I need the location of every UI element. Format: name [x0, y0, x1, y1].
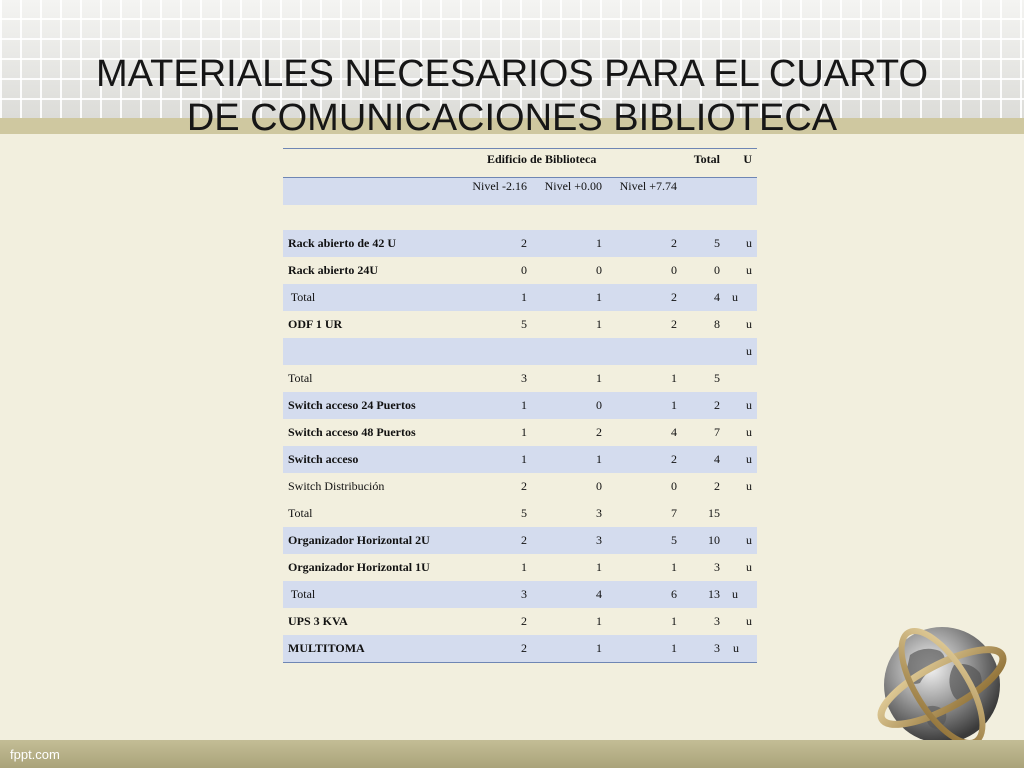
row-level-2: 3	[596, 533, 602, 547]
row-level-3: 0	[671, 263, 677, 277]
table-subheader-row	[283, 178, 757, 205]
row-total: 15	[708, 506, 720, 520]
row-level-1: 3	[521, 371, 527, 385]
row-name: Switch acceso	[288, 452, 359, 466]
row-level-2: 1	[596, 641, 602, 655]
row-name: Total	[288, 290, 316, 304]
row-level-2: 1	[596, 317, 602, 331]
row-unit: u	[746, 614, 752, 628]
row-level-1: 5	[521, 317, 527, 331]
row-level-1: 0	[521, 263, 527, 277]
row-level-3: 0	[671, 479, 677, 493]
slide-title	[40, 52, 984, 140]
row-total: 3	[714, 560, 720, 574]
row-total: 13	[708, 587, 720, 601]
header-unit: U	[743, 152, 752, 166]
row-name: Total	[288, 587, 316, 601]
row-unit: u	[732, 290, 738, 304]
header-level-1: Nivel -2.16	[472, 179, 527, 193]
row-level-1: 2	[521, 479, 527, 493]
row-unit: u	[746, 533, 752, 547]
table-row	[283, 635, 757, 662]
footer-band	[0, 740, 1024, 768]
row-level-3: 2	[671, 290, 677, 304]
row-level-3: 2	[671, 236, 677, 250]
table-row	[283, 446, 757, 473]
row-level-1: 1	[521, 398, 527, 412]
header-level-3: Nivel +7.74	[619, 179, 677, 193]
row-unit: u	[746, 344, 752, 358]
table-row	[283, 392, 757, 419]
row-level-2: 0	[596, 263, 602, 277]
table-row	[283, 365, 757, 392]
row-level-2: 1	[596, 371, 602, 385]
row-level-1: 1	[521, 290, 527, 304]
row-unit: u	[732, 587, 738, 601]
row-level-3: 6	[671, 587, 677, 601]
row-level-1: 1	[521, 452, 527, 466]
row-name: UPS 3 KVA	[288, 614, 348, 628]
row-level-1: 2	[521, 641, 527, 655]
row-level-2: 1	[596, 560, 602, 574]
header-level-2: Nivel +0.00	[544, 179, 602, 193]
row-total: 2	[714, 479, 720, 493]
row-unit: u	[746, 317, 752, 331]
row-unit: u	[746, 236, 752, 250]
row-level-3: 7	[671, 506, 677, 520]
row-level-1: 2	[521, 533, 527, 547]
row-name: ODF 1 UR	[288, 317, 343, 331]
row-total: 8	[714, 317, 720, 331]
row-level-2: 0	[596, 398, 602, 412]
row-level-3: 1	[671, 371, 677, 385]
table-row	[283, 527, 757, 554]
row-name: Switch acceso 48 Puertos	[288, 425, 416, 439]
table-row	[283, 473, 757, 500]
row-total: 3	[714, 641, 720, 655]
table-header-row	[283, 149, 757, 178]
table-row	[283, 338, 757, 365]
row-level-2: 1	[596, 452, 602, 466]
row-level-3: 1	[671, 398, 677, 412]
title-line-2: DE COMUNICACIONES BIBLIOTECA	[186, 97, 838, 139]
row-total: 4	[714, 452, 720, 466]
row-level-3: 5	[671, 533, 677, 547]
row-name: Total	[288, 371, 313, 385]
table-row	[283, 230, 757, 257]
row-total: 3	[714, 614, 720, 628]
row-unit: u	[733, 641, 739, 655]
table-row	[283, 311, 757, 338]
table-row	[283, 581, 757, 608]
row-level-1: 1	[521, 425, 527, 439]
row-level-2: 1	[596, 614, 602, 628]
row-level-1: 2	[521, 614, 527, 628]
table-row	[283, 608, 757, 635]
row-total: 4	[714, 290, 720, 304]
header-building: Edificio de Biblioteca	[487, 152, 597, 166]
table-row	[283, 284, 757, 311]
row-name: Organizador Horizontal 1U	[288, 560, 430, 574]
title-line-1: MATERIALES NECESARIOS PARA EL CUARTO	[95, 53, 928, 95]
row-unit: u	[746, 560, 752, 574]
table-row	[283, 554, 757, 581]
row-level-2: 3	[596, 506, 602, 520]
table-row	[283, 419, 757, 446]
row-name: MULTITOMA	[288, 641, 365, 655]
row-level-2: 0	[596, 479, 602, 493]
row-total: 7	[714, 425, 720, 439]
row-name: Rack abierto 24U	[288, 263, 378, 277]
table-row	[283, 500, 757, 527]
row-name: Total	[288, 506, 313, 520]
row-level-2: 4	[596, 587, 602, 601]
row-total: 2	[714, 398, 720, 412]
row-level-2: 1	[596, 290, 602, 304]
row-total: 0	[714, 263, 720, 277]
row-unit: u	[746, 263, 752, 277]
row-name: Rack abierto de 42 U	[288, 236, 396, 250]
row-level-3: 1	[671, 614, 677, 628]
row-level-1: 1	[521, 560, 527, 574]
row-name: Switch Distribución	[288, 479, 385, 493]
row-level-3: 1	[671, 641, 677, 655]
row-level-1: 5	[521, 506, 527, 520]
row-total: 5	[714, 371, 720, 385]
row-total: 5	[714, 236, 720, 250]
row-unit: u	[746, 479, 752, 493]
row-total: 10	[708, 533, 720, 547]
row-unit: u	[746, 398, 752, 412]
row-unit: u	[746, 425, 752, 439]
row-level-3: 2	[671, 452, 677, 466]
table-spacer-row	[283, 205, 757, 230]
row-level-1: 3	[521, 587, 527, 601]
row-level-3: 2	[671, 317, 677, 331]
row-name: Organizador Horizontal 2U	[288, 533, 430, 547]
materials-table	[283, 148, 757, 663]
row-name: Switch acceso 24 Puertos	[288, 398, 416, 412]
table-row	[283, 257, 757, 284]
row-level-1: 2	[521, 236, 527, 250]
row-unit: u	[746, 452, 752, 466]
row-level-3: 1	[671, 560, 677, 574]
row-level-2: 2	[596, 425, 602, 439]
row-level-3: 4	[671, 425, 677, 439]
row-level-2: 1	[596, 236, 602, 250]
header-total: Total	[693, 152, 720, 166]
footer-brand: fppt.com	[10, 747, 60, 762]
